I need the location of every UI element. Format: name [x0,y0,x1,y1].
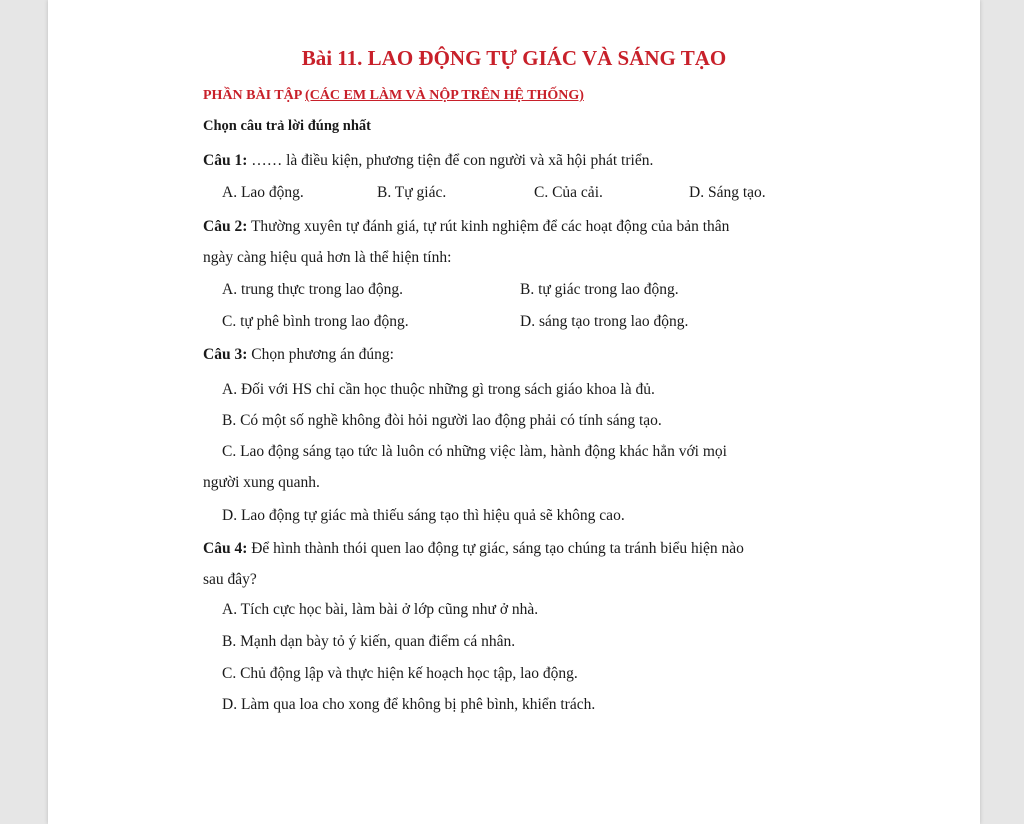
question-label: Câu 4: [203,540,248,557]
q2-option-a: A. trung thực trong lao động. [222,281,404,298]
question-2 [203,217,729,237]
q2-option-b: B. tự giác trong lao động. [520,281,679,298]
q1-option-a: A. Lao động. [222,184,304,201]
question-label: Câu 2: [203,218,248,235]
document-page [48,0,980,824]
question-label: Câu 3: [203,346,248,363]
q1-option-c: C. Của cải. [534,184,603,201]
q1-option-b: B. Tự giác. [377,184,447,201]
question-2-continued: ngày càng hiệu quả hơn là thể hiện tính: [203,249,452,266]
question-4-continued: sau đây? [203,571,257,588]
q3-option-a: A. Đối với HS chỉ cần học thuộc những gì trong sách giáo khoa là đủ. [222,381,655,398]
q4-option-d: D. Làm qua loa cho xong để không bị phê bình, khiển trách. [222,696,596,713]
document-content [48,0,980,824]
q4-option-b: B. Mạnh dạn bày tỏ ý kiến, quan điểm cá nhân. [222,633,516,650]
question-1 [203,151,653,171]
q2-option-d: D. sáng tạo trong lao động. [520,313,689,330]
instruction: Chọn câu trả lời đúng nhất [203,118,371,134]
question-label: Câu 1: [203,152,248,169]
document-title: Bài 11. LAO ĐỘNG TỰ GIÁC VÀ SÁNG TẠO [301,46,727,70]
question-text: Để hình thành thói quen lao động tự giác, sáng tạo chúng ta tránh biểu hiện nào [247,540,744,557]
q2-option-c: C. tự phê bình trong lao động. [222,313,409,330]
q3-option-d: D. Lao động tự giác mà thiếu sáng tạo thì hiệu quả sẽ không cao. [222,507,625,524]
question-3 [203,345,394,365]
q4-option-a: A. Tích cực học bài, làm bài ở lớp cũng như ở nhà. [222,601,539,618]
section-heading [203,86,584,106]
q3-option-c-continued: người xung quanh. [203,474,320,491]
q1-option-d: D. Sáng tạo. [689,184,766,201]
question-4 [203,539,744,559]
q3-option-b: B. Có một số nghề không đòi hỏi người lao động phải có tính sáng tạo. [222,412,662,429]
question-text: …… là điều kiện, phương tiện để con người và xã hội phát triển. [247,152,654,169]
q3-option-c: C. Lao động sáng tạo tức là luôn có những việc làm, hành động khác hẳn với mọi [222,443,727,460]
question-text: Thường xuyên tự đánh giá, tự rút kinh nghiệm để các hoạt động của bản thân [247,218,730,235]
section-note: (CÁC EM LÀM VÀ NỘP TRÊN HỆ THỐNG) [305,88,584,103]
section-prefix: PHẦN BÀI TẬP [203,88,306,103]
question-text: Chọn phương án đúng: [247,346,394,363]
q4-option-c: C. Chủ động lập và thực hiện kế hoạch học tập, lao động. [222,665,578,682]
